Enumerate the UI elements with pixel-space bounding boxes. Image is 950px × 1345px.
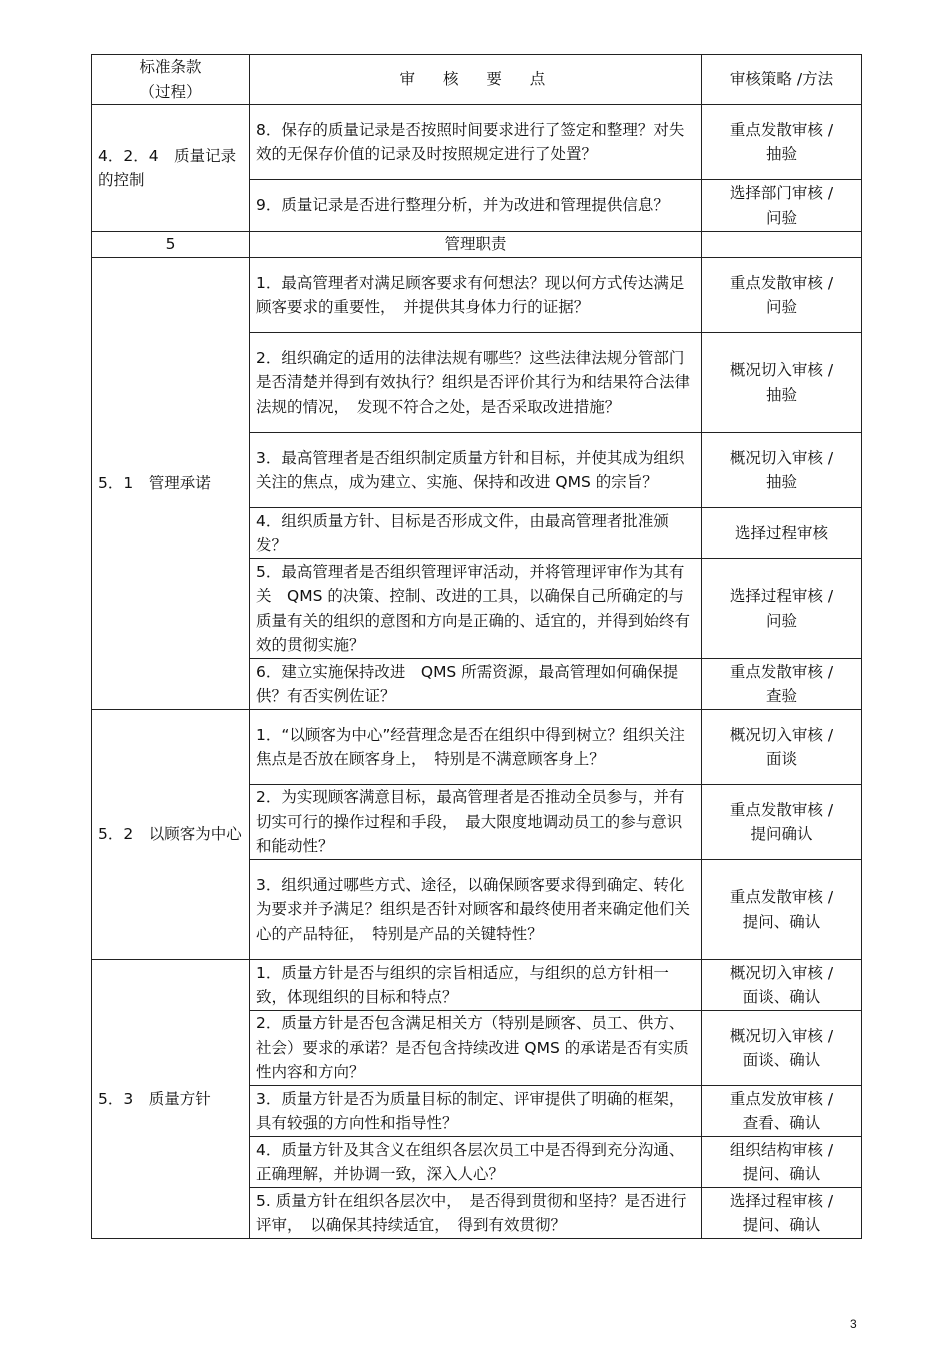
audit-point: 2．为实现顾客满意目标，最高管理者是否推动全员参与，并有切实可行的操作过程和手段， 最大限度地调动员工的参与意识和能动性？: [250, 785, 702, 860]
audit-method: 重点发散审核 / 提问确认: [702, 785, 862, 860]
audit-method: 概况切入审核 / 面谈、确认: [702, 960, 862, 1011]
table-row: [92, 258, 862, 333]
audit-method: 概况切入审核 / 抽验: [702, 333, 862, 433]
audit-method: 选择过程审核: [702, 508, 862, 559]
clause-cell: 5．1 管理承诺: [92, 258, 250, 710]
audit-method: 组织结构审核 / 提问、确认: [702, 1137, 862, 1188]
audit-point: 8．保存的质量记录是否按照时间要求进行了签定和整理？对失效的无保存价值的记录及时按照规定进行了处置？: [250, 105, 702, 180]
audit-method: 重点发散审核 / 抽验: [702, 105, 862, 180]
audit-point: 3．质量方针是否为质量目标的制定、评审提供了明确的框架，具有较强的方向性和指导性？: [250, 1086, 702, 1137]
empty-cell: [702, 232, 862, 258]
audit-point: 5．最高管理者是否组织管理评审活动，并将管理评审作为其有关 QMS 的决策、控制、改进的工具，以确保自己所确定的与质量有关的组织的意图和方向是正确的、适宜的，并得到始终有效的贯彻实施？: [250, 559, 702, 659]
table-row: [92, 105, 862, 180]
audit-checklist-table: [91, 54, 862, 1239]
table-row: [92, 710, 862, 785]
audit-method: 概况切入审核 / 抽验: [702, 433, 862, 508]
clause-cell: 4．2．4 质量记录的控制: [92, 105, 250, 232]
header-points: 审 核 要 点: [250, 55, 702, 105]
audit-point: 6．建立实施保持改进 QMS 所需资源，最高管理如何确保提供？有否实例佐证？: [250, 659, 702, 710]
audit-method: 选择部门审核 / 问验: [702, 180, 862, 232]
header-clause: 标准条款 （过程）: [92, 55, 250, 105]
audit-method: 重点发放审核 / 查看、确认: [702, 1086, 862, 1137]
audit-method: 选择过程审核 / 问验: [702, 559, 862, 659]
audit-method: 重点发散审核 / 问验: [702, 258, 862, 333]
audit-method: 重点发散审核 / 提问、确认: [702, 860, 862, 960]
audit-point: 5. 质量方针在组织各层次中， 是否得到贯彻和坚持？是否进行评审， 以确保其持续适宜， 得到有效贯彻？: [250, 1188, 702, 1239]
audit-point: 4．质量方针及其含义在组织各层次员工中是否得到充分沟通、正确理解，并协调一致，深入人心？: [250, 1137, 702, 1188]
audit-method: 概况切入审核 / 面谈、确认: [702, 1011, 862, 1086]
section-title: 管理职责: [250, 232, 702, 258]
audit-point: 1．质量方针是否与组织的宗旨相适应，与组织的总方针相一致，体现组织的目标和特点？: [250, 960, 702, 1011]
audit-point: 2．组织确定的适用的法律法规有哪些？这些法律法规分管部门是否清楚并得到有效执行？组织是否评价其行为和结果符合法律法规的情况， 发现不符合之处，是否采取改进措施？: [250, 333, 702, 433]
audit-point: 3．最高管理者是否组织制定质量方针和目标，并使其成为组织关注的焦点，成为建立、实施、保持和改进 QMS 的宗旨？: [250, 433, 702, 508]
page-number: 3: [850, 1317, 857, 1331]
header-method: 审核策略 /方法: [702, 55, 862, 105]
audit-method: 选择过程审核 / 提问、确认: [702, 1188, 862, 1239]
audit-point: 9．质量记录是否进行整理分析，并为改进和管理提供信息？: [250, 180, 702, 232]
section-row: [92, 232, 862, 258]
clause-cell: 5．2 以顾客为中心: [92, 710, 250, 960]
table-row: [92, 960, 862, 1011]
clause-cell: 5．3 质量方针: [92, 960, 250, 1239]
audit-point: 2．质量方针是否包含满足相关方（特别是顾客、员工、供方、社会）要求的承诺？是否包含持续改进 QMS 的承诺是否有实质性内容和方向？: [250, 1011, 702, 1086]
audit-method: 概况切入审核 / 面谈: [702, 710, 862, 785]
section-number: 5: [92, 232, 250, 258]
audit-point: 1．“以顾客为中心”经营理念是否在组织中得到树立？组织关注焦点是否放在顾客身上， 特别是不满意顾客身上？: [250, 710, 702, 785]
audit-point: 3．组织通过哪些方式、途径，以确保顾客要求得到确定、转化为要求并予满足？组织是否针对顾客和最终使用者来确定他们关心的产品特征， 特别是产品的关键特性？: [250, 860, 702, 960]
audit-point: 1．最高管理者对满足顾客要求有何想法？现以何方式传达满足顾客要求的重要性， 并提供其身体力行的证据？: [250, 258, 702, 333]
header-row: [92, 55, 862, 105]
audit-method: 重点发散审核 / 查验: [702, 659, 862, 710]
audit-point: 4．组织质量方针、目标是否形成文件，由最高管理者批准颁发？: [250, 508, 702, 559]
